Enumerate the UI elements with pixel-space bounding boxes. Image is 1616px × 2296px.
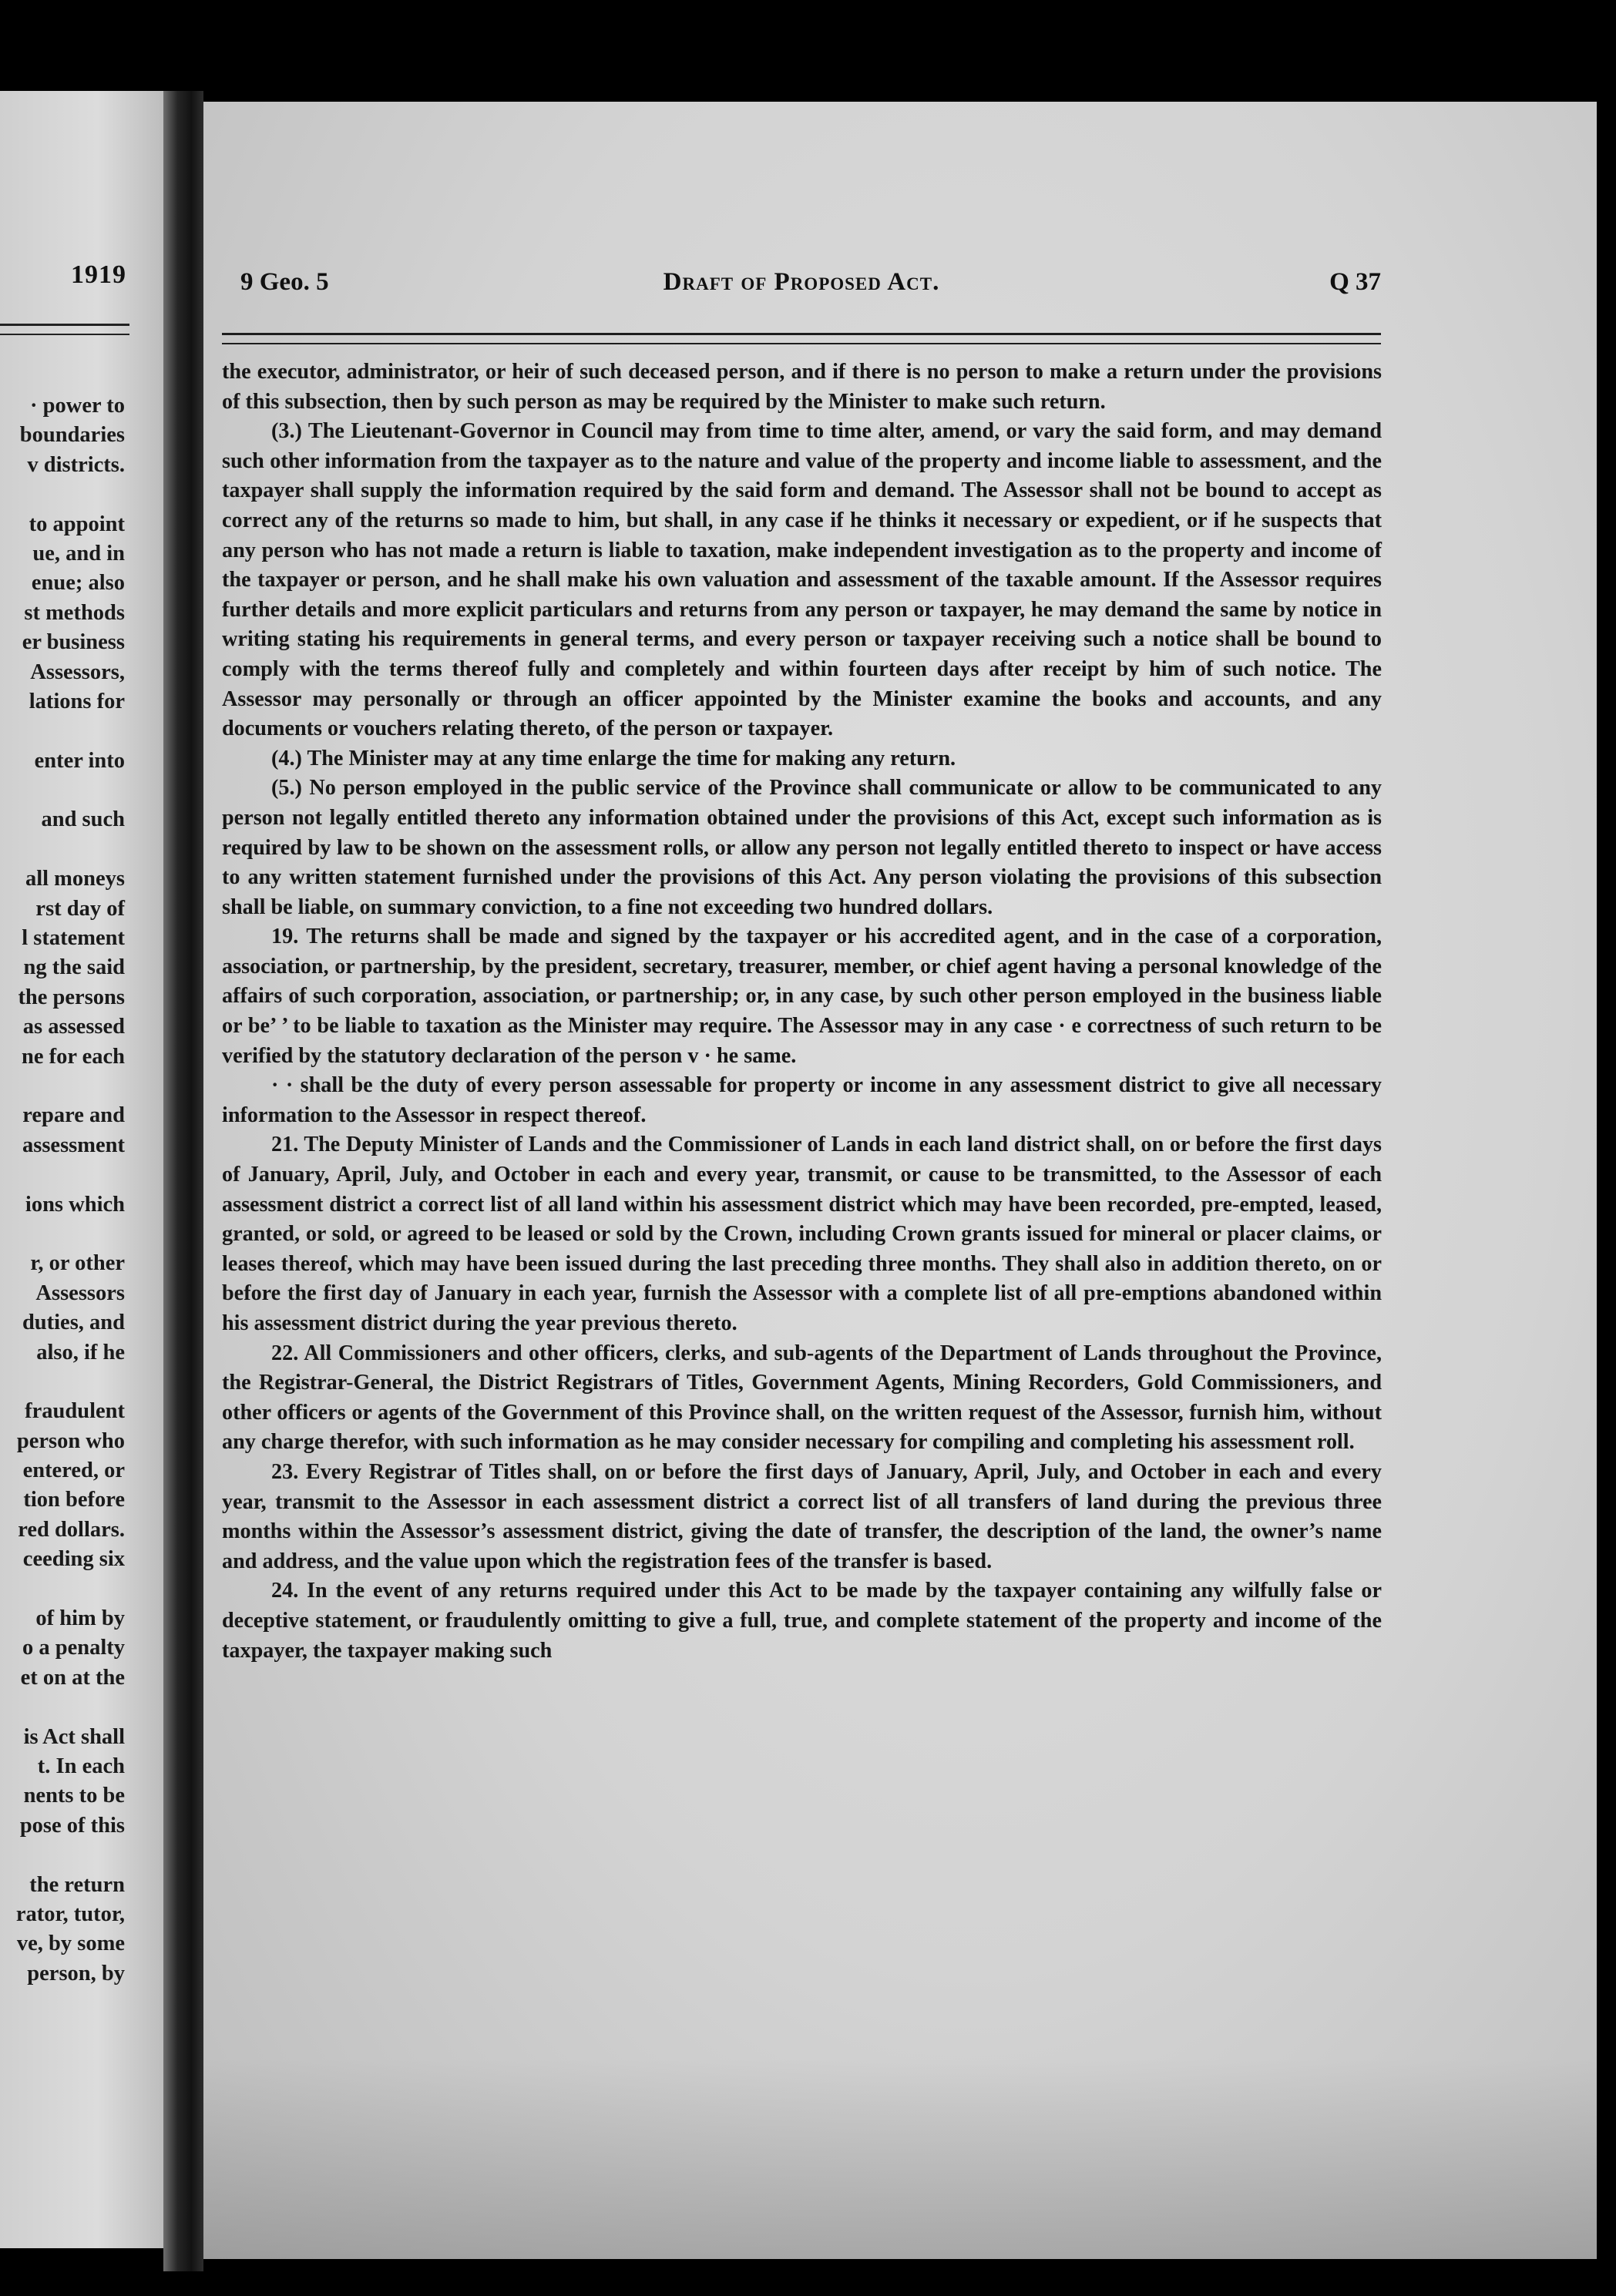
scan-shading: [203, 2059, 1597, 2259]
left-page-line: lations for: [29, 689, 125, 713]
left-page-line: enter into: [34, 748, 125, 773]
left-page-line: ng the said: [23, 955, 125, 980]
left-page-line: [0, 776, 125, 805]
left-page-line: Assessors,: [30, 660, 125, 684]
left-page-line: er business: [22, 630, 125, 655]
paragraph-subsection-4: (4.) The Minister may at any time enlarge the time for making any return.: [271, 746, 956, 770]
left-page-line: [0, 717, 125, 746]
left-page-line: l statement: [22, 926, 125, 951]
left-page-line: red dollars.: [18, 1517, 125, 1542]
left-page-line: of him by: [35, 1606, 125, 1631]
paragraph-section-23: 23. Every Registrar of Titles shall, on or before the first days of January, April, July, and October in each and every year, transmit to the Assessor in each assessment district a correct list of all transfers of land during the previous three months within the Assessor’s assessment district, giving the date of transfer, the description of the land, the owner’s name and address, and the value upon which the registration fees of the transfer is based.: [222, 1459, 1382, 1573]
paragraph-subsection-3: (3.) The Lieutenant-Governor in Council may from time to time alter, amend, or vary the said form, and may demand such other information from the taxpayer as to the nature and value of the property and income liable to assessment, and the taxpayer shall supply the information required by the said form and demand. The Assessor shall not be bound to accept as correct any of the returns so made to him, but shall, in any case if he thinks it necessary or expedient, or if he suspects that any person who has not made a return is liable to taxation, make independent investigation as to the property and income of the taxpayer or person, and he shall make his own valuation and assessment of the taxable amount. If the Assessor requires further details and more explicit particulars and returns from any person or taxpayer, he may demand the same by notice in writing stating his requirements in general terms, and every person or taxpayer receiving such a notice shall be bound to comply with the terms thereof fully and completely and within fourteen days after receipt by him of such notice. The Assessor may personally or through an officer appointed by the Minister examine the books and accounts, and any documents or vouchers relating thereto, of the person or taxpayer.: [222, 419, 1382, 741]
left-page-line: person, by: [27, 1961, 125, 1986]
left-page-line: ceeding six: [22, 1547, 125, 1572]
header-title: Draft of Proposed Act.: [663, 268, 940, 296]
left-page-line: tion before: [23, 1488, 125, 1512]
left-page-line: [0, 1072, 125, 1101]
paragraph-continuation: the executor, administrator, or heir of such deceased person, and if there is no person to make a return under the provisions of this subsection, then by such person as may be required by the Minister to make such return.: [222, 360, 1382, 414]
paragraph-section-19: 19. The returns shall be made and signed by the taxpayer or his accredited agent, and in the case of a corporation, association, or partnership, by the president, secretary, treasurer, member, or chief agent having a personal knowledge of the affairs of such corporation, association, or partnership; or, in any case, by such other person employed in the business liable or be’ ’ to be liable to taxation as the Minister may require. The Assessor may in any case · e correctness of such return to be verified by the statutory declaration of the person v · he same.: [222, 925, 1382, 1068]
left-page-line: the persons: [18, 985, 125, 1009]
left-page-line: rator, tutor,: [15, 1902, 125, 1926]
left-page-line: to appoint: [29, 512, 125, 536]
header-regnal-year: 9 Geo. 5: [240, 268, 329, 296]
left-page-line: r, or other: [30, 1251, 125, 1276]
left-page-line: ne for each: [21, 1044, 125, 1069]
left-page-line: ue, and in: [32, 541, 125, 566]
left-page-line: · power to: [30, 394, 125, 418]
document-page: [203, 102, 1597, 2259]
left-page-line: [0, 835, 125, 864]
left-page-year: 1919: [71, 260, 126, 289]
header-page-number: Q 37: [1329, 268, 1381, 296]
paragraph-section-24: 24. In the event of any returns required under this Act to be made by the taxpayer containing any wilfully false or deceptive statement, or fraudulently omitting to give a full, true, and complete statement of the property and income of the taxpayer, the taxpayer making such: [222, 1579, 1382, 1663]
left-page-header-rule: [0, 324, 129, 335]
left-page-line: pose of this: [19, 1813, 125, 1838]
left-page-line: the return: [29, 1872, 125, 1897]
left-page-line: boundaries: [19, 423, 125, 448]
book-gutter: [163, 91, 203, 2271]
paragraph-subsection-5: (5.) No person employed in the public service of the Province shall communicate or allow to be communicated to any person not legally entitled thereto any information obtained under the provisions of this Act, except such information as is required by law to be shown on the assessment rolls, or allow any person not legally entitled thereto to inspect or have access to any written statement furnished under the provisions of this Act. Any person violating the provisions of this subsection shall be liable, on summary conviction, to a fine not exceeding two hundred dollars.: [222, 776, 1382, 919]
left-page-line: assessment: [22, 1133, 125, 1157]
left-page-fragment: [0, 91, 163, 2248]
left-page-line: also, if he: [36, 1340, 125, 1365]
left-page-line: [0, 1693, 125, 1722]
left-page-line: repare and: [22, 1103, 125, 1128]
left-page-line: [0, 1368, 125, 1397]
left-page-line: ions which: [25, 1192, 125, 1217]
body-text: [222, 357, 1382, 1666]
left-page-line: enue; also: [31, 571, 125, 596]
paragraph-section-20: · · shall be the duty of every person assessable for property or income in any assessment district to give all necessary information to the Assessor in respect thereof.: [222, 1073, 1382, 1127]
left-page-line: v districts.: [27, 452, 125, 477]
left-page-line: [0, 1160, 125, 1190]
left-page-line: ve, by some: [16, 1932, 125, 1956]
left-page-margin-text: [0, 391, 125, 1989]
left-page-line: is Act shall: [23, 1724, 125, 1749]
left-page-line: fraudulent: [25, 1399, 125, 1424]
paragraph-section-21: 21. The Deputy Minister of Lands and the Commissioner of Lands in each land district shall, on or before the first days of January, April, July, and October in each and every year, transmit, or cause to be transmitted, to the Assessor of each assessment district a correct list of all land within his assessment district which may have been recorded, pre-empted, leased, granted, or sold, or agreed to be leased or sold by the Crown, including Crown grants issued for mineral or placer claims, or leases thereof, which may have been issued during the last preceding three months. They shall also in addition thereto, on or before the first day of January in each year, furnish the Assessor with a complete list of all pre-emptions abandoned within his assessment district during the year previous thereto.: [222, 1133, 1382, 1335]
left-page-line: et on at the: [20, 1665, 125, 1690]
left-page-line: duties, and: [22, 1311, 125, 1335]
left-page-line: all moneys: [25, 867, 125, 891]
left-page-line: rst day of: [35, 896, 125, 921]
running-header: [222, 268, 1381, 304]
left-page-line: o a penalty: [22, 1636, 125, 1660]
left-page-line: t. In each: [37, 1754, 125, 1778]
paragraph-section-22: 22. All Commissioners and other officers, clerks, and sub-agents of the Department of Lands throughout the Province, the Registrar-General, the District Registrars of Titles, Government Agents, Mining Recorders, Gold Commissioners, and other officers or agents of the Government of this Province shall, on the written request of the Assessor, furnish him, without any charge therefor, with such information as he may consider necessary for compiling and completing his assessment roll.: [222, 1341, 1382, 1455]
left-page-line: entered, or: [22, 1458, 125, 1483]
left-page-line: person who: [16, 1428, 125, 1453]
left-page-line: st methods: [24, 600, 125, 625]
left-page-line: nents to be: [23, 1784, 125, 1808]
left-page-line: [0, 480, 125, 509]
left-page-line: Assessors: [35, 1281, 125, 1305]
left-page-line: [0, 1841, 125, 1870]
left-page-line: and such: [41, 807, 125, 832]
left-page-line: as assessed: [22, 1015, 125, 1039]
header-double-rule: [222, 333, 1381, 344]
left-page-line: [0, 1575, 125, 1604]
left-page-line: [0, 1220, 125, 1249]
